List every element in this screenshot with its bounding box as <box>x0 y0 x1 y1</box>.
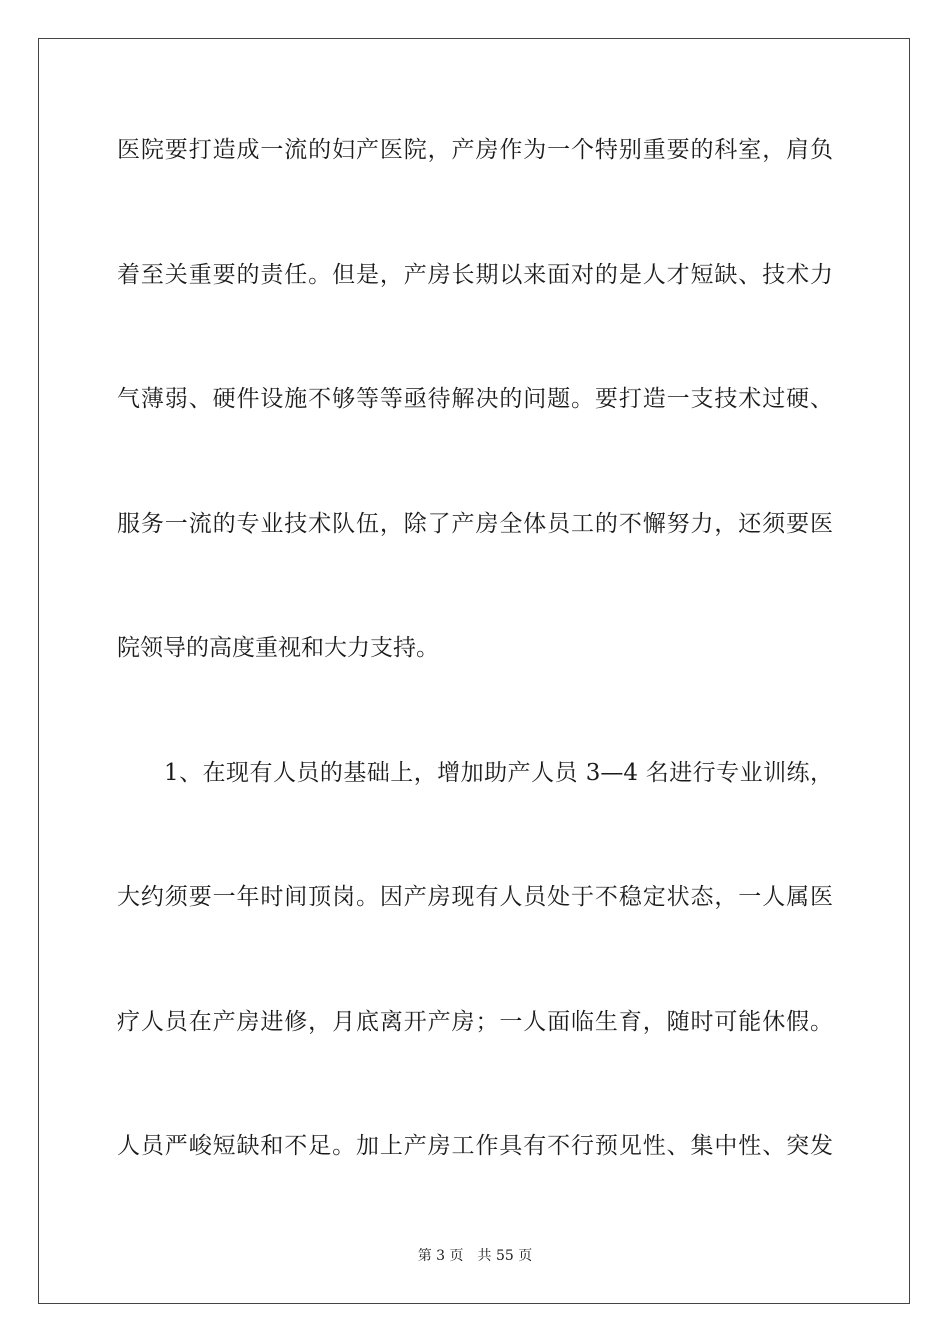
paragraph-line-1: 医院要打造成一流的妇产医院，产房作为一个特别重要的科室，肩负 <box>117 137 833 163</box>
page-border <box>38 38 910 1304</box>
paragraph-line-4: 服务一流的专业技术队伍，除了产房全体员工的不懈努力，还须要医 <box>117 511 833 537</box>
paragraph-line-6: 1、在现有人员的基础上，增加助产人员 3—4 名进行专业训练， <box>164 760 833 786</box>
paragraph-line-2: 着至关重要的责任。但是，产房长期以来面对的是人才短缺、技术力 <box>117 262 833 288</box>
page-number-footer: 第 3 页 共 55 页 <box>417 1248 533 1264</box>
paragraph-line-8: 疗人员在产房进修，月底离开产房；一人面临生育，随时可能休假。 <box>117 1009 833 1035</box>
paragraph-line-3: 气薄弱、硬件设施不够等等亟待解决的问题。要打造一支技术过硬、 <box>117 386 833 412</box>
paragraph-line-7: 大约须要一年时间顶岗。因产房现有人员处于不稳定状态，一人属医 <box>117 884 833 910</box>
paragraph-line-5: 院领导的高度重视和大力支持。 <box>117 635 439 661</box>
paragraph-line-9: 人员严峻短缺和不足。加上产房工作具有不行预见性、集中性、突发 <box>117 1133 833 1159</box>
